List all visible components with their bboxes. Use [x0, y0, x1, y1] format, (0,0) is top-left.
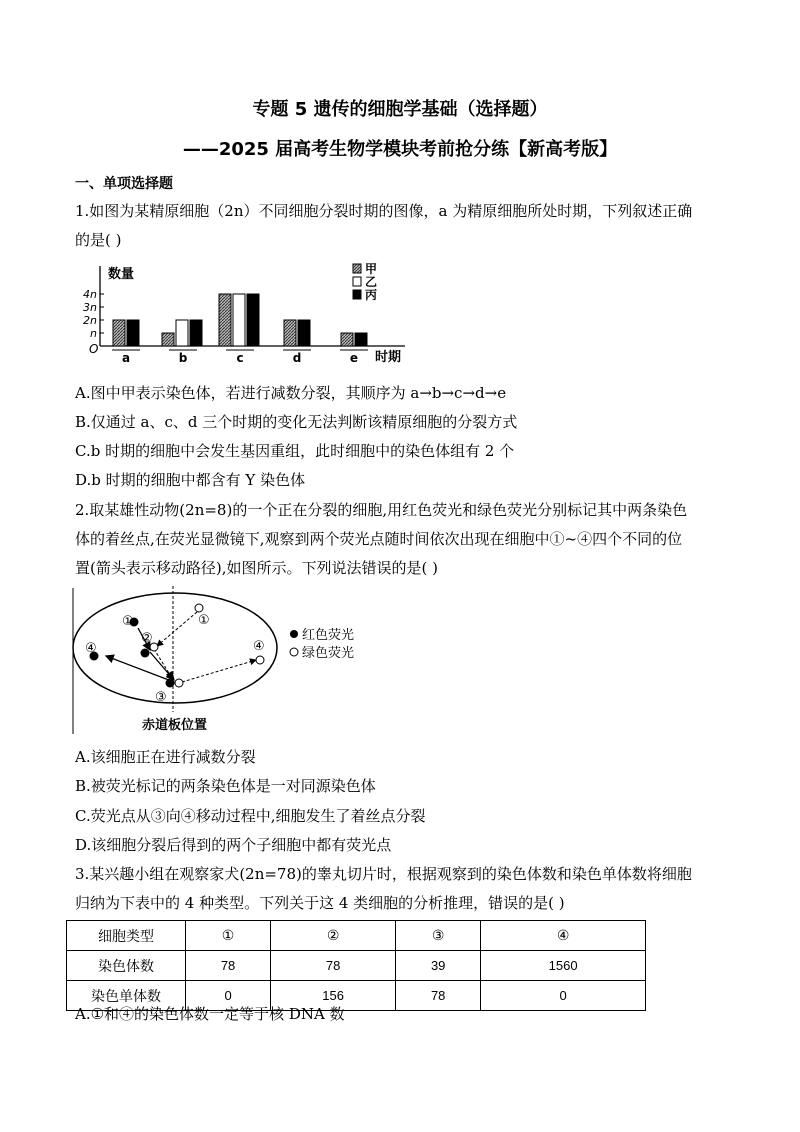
legend-label: 乙 — [365, 275, 378, 289]
q2-option-d: D.该细胞分裂后得到的两个子细胞中都有荧光点 — [75, 836, 392, 854]
table-header-cell: ④ — [481, 921, 646, 951]
legend-green-dot — [290, 648, 298, 656]
bar-e-丙 — [355, 333, 367, 346]
y-tick-label: 4n — [83, 288, 97, 301]
y-ticks — [83, 288, 104, 340]
table-cell: 78 — [271, 951, 396, 981]
section-heading: 一、单项选择题 — [75, 176, 173, 192]
bar-d-丙 — [298, 320, 310, 346]
green-point-1 — [195, 604, 203, 612]
bar-b-丙 — [190, 320, 202, 346]
marker-green-1: ① — [198, 613, 210, 628]
table-cell: 染色单体数 — [67, 981, 186, 1011]
q1-bar-chart — [75, 258, 415, 372]
q2-cell-diagram — [70, 586, 380, 740]
green-path-1-2 — [157, 612, 197, 646]
equatorial-plate-label: 赤道板位置 — [142, 718, 208, 733]
title-line-2: ——2025 届高考生物学模块考前抢分练【新高考版】 — [182, 139, 618, 160]
legend-red-dot — [290, 630, 298, 638]
table-header-cell: 细胞类型 — [67, 921, 186, 951]
x-category-label: c — [236, 351, 244, 365]
bar-c-丙 — [247, 294, 259, 346]
bars-group — [113, 294, 367, 346]
table-row — [67, 951, 646, 981]
y-tick-label: 3n — [83, 301, 97, 314]
bar-b-甲 — [162, 333, 174, 346]
legend-green-label: 绿色荧光 — [302, 646, 355, 661]
q1-option-d: D.b 时期的细胞中都含有 Y 染色体 — [75, 471, 306, 489]
table-header-row — [67, 921, 646, 951]
cell-outline — [73, 593, 277, 703]
q1-option-a: A.图中甲表示染色体，若进行减数分裂，其顺序为 a→b→c→d→e — [75, 384, 507, 402]
marker-red-4: ④ — [85, 641, 97, 656]
marker-red-1: ① — [122, 614, 134, 629]
legend-swatch — [353, 264, 361, 273]
bar-b-乙 — [176, 320, 188, 346]
x-category-label: a — [121, 351, 131, 365]
x-category-label: b — [178, 351, 188, 365]
y-axis-title: 数量 — [108, 267, 135, 282]
bar-c-甲 — [219, 294, 231, 346]
x-categories — [112, 350, 368, 365]
q2-option-c: C.荧光点从③向④移动过程中,细胞发生了着丝点分裂 — [75, 807, 426, 825]
table-cell: 78 — [186, 951, 271, 981]
q1-option-c: C.b 时期的细胞中会发生基因重组，此时细胞中的染色体组有 2 个 — [75, 442, 515, 460]
x-category-label: d — [292, 351, 302, 365]
green-point-3 — [175, 679, 183, 687]
q2-stem-line-2: 体的着丝点,在荧光显微镜下,观察到两个荧光点随时间依次出现在细胞中①~④四个不同的位 — [75, 530, 683, 548]
table-cell: 染色体数 — [67, 951, 186, 981]
q3-stem-line-2: 归纳为下表中的 4 种类型。下列关于这 4 类细胞的分析推理，错误的是( ) — [75, 894, 565, 912]
cell-diagram-svg — [70, 586, 380, 736]
chart-legend — [353, 262, 377, 302]
q1-option-b: B.仅通过 a、c、d 三个时期的变化无法判断该精原细胞的分裂方式 — [75, 413, 518, 431]
q2-stem-line-3: 置(箭头表示移动路径),如图所示。下列说法错误的是( ) — [75, 559, 438, 577]
table-cell: 0 — [481, 981, 646, 1011]
table-cell: 156 — [271, 981, 396, 1011]
marker-green-4: ④ — [253, 639, 265, 654]
legend-red-label: 红色荧光 — [302, 628, 355, 643]
q1-stem-line-2: 的是( ) — [75, 231, 122, 249]
q3-stem-line-1: 3.某兴趣小组在观察家犬(2n=78)的睾丸切片时，根据观察到的染色体数和染色单体数将细胞 — [75, 865, 692, 883]
table-cell: 39 — [396, 951, 481, 981]
bar-a-丙 — [127, 320, 139, 346]
q3-option-a: A.①和④的染色体数一定等于核 DNA 数 — [75, 1005, 345, 1023]
table-header-cell: ② — [271, 921, 396, 951]
origin-label: O — [89, 342, 99, 356]
table-cell: 78 — [396, 981, 481, 1011]
legend-swatch — [353, 290, 361, 299]
bar-e-甲 — [341, 333, 353, 346]
y-tick-label: 2n — [83, 314, 97, 327]
legend-swatch — [353, 277, 361, 286]
q1-stem-line-1: 1.如图为某精原细胞（2n）不同细胞分裂时期的图像，a 为精原细胞所处时期，下列叙述正确 — [75, 202, 693, 220]
table-header-cell: ① — [186, 921, 271, 951]
table-header-cell: ③ — [396, 921, 481, 951]
red-point-3 — [166, 679, 175, 688]
bar-c-乙 — [233, 294, 245, 346]
green-path-3-4 — [182, 660, 256, 682]
q2-option-a: A.该细胞正在进行减数分裂 — [75, 748, 256, 766]
bar-d-甲 — [284, 320, 296, 346]
marker-3: ③ — [155, 690, 167, 705]
q3-table — [66, 920, 646, 1011]
y-tick-label: n — [90, 327, 97, 340]
legend-label: 甲 — [365, 262, 378, 276]
title-line-1: 专题 5 遗传的细胞学基础（选择题） — [252, 99, 548, 120]
bar-a-甲 — [113, 320, 125, 346]
q2-stem-line-1: 2.取某雄性动物(2n=8)的一个正在分裂的细胞,用红色荧光和绿色荧光分别标记其中两条染色 — [75, 501, 688, 519]
table-cell: 0 — [186, 981, 271, 1011]
red-point-2 — [141, 649, 150, 658]
legend-label: 丙 — [365, 288, 378, 302]
x-axis-title: 时期 — [375, 350, 402, 365]
marker-red-2: ② — [141, 631, 153, 646]
green-point-4 — [256, 656, 264, 664]
x-category-label: e — [349, 351, 359, 365]
q2-option-b: B.被荧光标记的两条染色体是一对同源染色体 — [75, 777, 376, 795]
bar-chart-svg — [75, 258, 415, 368]
table-cell: 1560 — [481, 951, 646, 981]
